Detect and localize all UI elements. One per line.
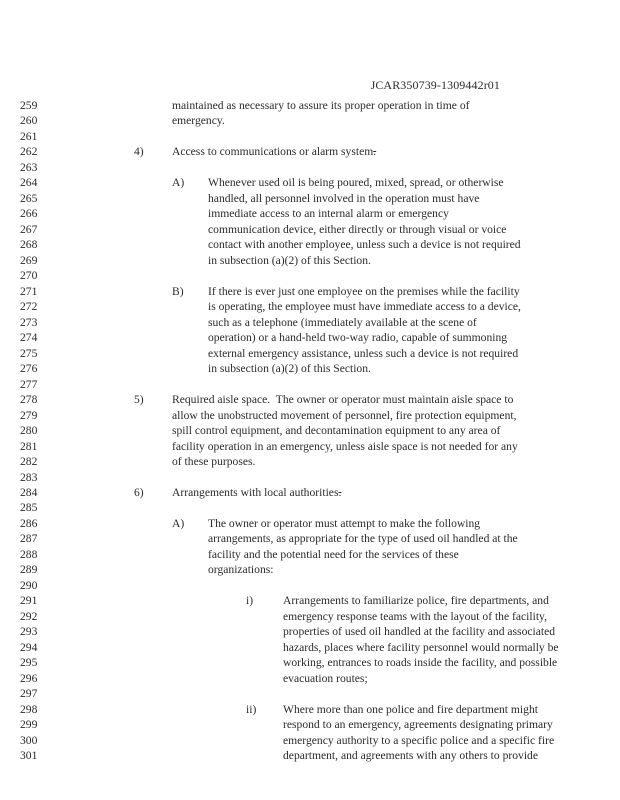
list-label: 4) <box>134 145 144 159</box>
line-text-container <box>172 113 225 129</box>
line-text: facility and the potential need for the services of these <box>208 547 459 561</box>
document-line <box>0 593 620 609</box>
document-line <box>0 717 620 733</box>
line-number: 270 <box>20 269 38 283</box>
line-number: 274 <box>20 331 38 345</box>
line-text-container <box>208 222 506 238</box>
document-line <box>0 346 620 362</box>
document-line <box>0 531 620 547</box>
document-line <box>0 315 620 331</box>
line-text-container <box>208 531 518 547</box>
line-text-container <box>172 408 517 424</box>
line-number: 279 <box>20 408 38 422</box>
document-line <box>0 609 620 625</box>
document-line <box>0 253 620 269</box>
line-number: 301 <box>20 749 38 763</box>
line-number: 278 <box>20 393 38 407</box>
line-text-container <box>283 593 549 609</box>
line-number: 273 <box>20 315 38 329</box>
line-text: immediate access to an internal alarm or emergency <box>208 207 449 221</box>
line-text: maintained as necessary to assure its proper operation in time of <box>172 99 470 112</box>
line-text: facility operation in an emergency, unless aisle space is not needed for any <box>172 439 518 453</box>
line-number: 269 <box>20 253 38 267</box>
document-line <box>0 733 620 749</box>
line-text: is operating, the employee must have immediate access to a device, <box>208 300 521 314</box>
line-text-container <box>172 423 500 439</box>
line-text: The owner or operator must attempt to make the following <box>208 516 481 530</box>
document-line <box>0 485 620 501</box>
document-line <box>0 439 620 455</box>
line-number: 297 <box>20 687 38 701</box>
line-number: 264 <box>20 176 38 190</box>
line-number: 294 <box>20 640 38 654</box>
line-text: If there is ever just one employee on the premises while the facility <box>208 284 520 298</box>
line-text-container <box>283 609 547 625</box>
line-text: evacuation routes; <box>283 671 368 685</box>
line-text-container <box>208 547 459 563</box>
line-text: working, entrances to roads inside the facility, and possible <box>283 656 558 670</box>
line-number: 295 <box>20 656 38 670</box>
document-line <box>0 377 620 393</box>
list-label: A) <box>172 516 185 530</box>
line-number: 275 <box>20 346 38 360</box>
line-text-container <box>172 98 469 114</box>
document-line <box>0 129 620 145</box>
document-line <box>0 361 620 377</box>
document-line <box>0 160 620 176</box>
document-line <box>0 578 620 594</box>
line-text: arrangements, as appropriate for the type of used oil handled at the <box>208 532 518 546</box>
line-number: 296 <box>20 671 38 685</box>
line-text-container <box>208 315 477 331</box>
line-number: 276 <box>20 362 38 376</box>
document-line <box>0 237 620 253</box>
line-text-container <box>208 253 371 269</box>
line-text: hazards, places where facility personnel would normally be <box>283 640 559 654</box>
document-line <box>0 98 620 114</box>
document-line <box>0 500 620 516</box>
struck-text: . <box>373 145 377 159</box>
list-label: 6) <box>134 486 144 499</box>
line-text: Access to communications or alarm system <box>172 145 374 159</box>
line-number: 286 <box>20 516 38 530</box>
line-text: spill control equipment, and decontamination equipment to any area of <box>172 424 501 438</box>
document-line <box>0 392 620 408</box>
line-text: emergency response teams with the layout of the facility, <box>283 609 547 623</box>
document-line <box>0 547 620 563</box>
line-text: department, and agreements with any others to provide <box>283 749 538 763</box>
line-text-container <box>208 237 521 253</box>
list-label: B) <box>172 284 184 298</box>
line-text-container <box>208 346 518 362</box>
line-text: Required aisle space. The owner or operator must maintain aisle space to <box>172 393 514 407</box>
document-line <box>0 748 620 764</box>
line-number: 283 <box>20 470 38 484</box>
line-text-container <box>283 624 555 640</box>
line-text-container <box>208 361 371 377</box>
line-number: 282 <box>20 455 38 469</box>
document-line <box>0 454 620 470</box>
line-number: 266 <box>20 207 38 221</box>
line-number: 267 <box>20 222 38 236</box>
line-text: communication device, either directly or through visual or voice <box>208 222 507 236</box>
document-line <box>0 284 620 300</box>
line-text: in subsection (a)(2) of this Section. <box>208 253 371 267</box>
document-line <box>0 686 620 702</box>
line-number: 268 <box>20 238 38 252</box>
document-line <box>0 671 620 687</box>
document-line <box>0 516 620 532</box>
line-number: 288 <box>20 547 38 561</box>
document-line <box>0 408 620 424</box>
line-text-container <box>208 175 504 191</box>
line-text: Whenever used oil is being poured, mixed, spread, or otherwise <box>208 176 504 190</box>
line-number: 272 <box>20 300 38 314</box>
document-line <box>0 562 620 578</box>
line-number: 259 <box>20 99 38 112</box>
line-text: properties of used oil handled at the facility and associated <box>283 625 556 639</box>
line-text-container <box>283 702 538 718</box>
line-text-container <box>208 191 479 207</box>
line-text: such as a telephone (immediately available at the scene of <box>208 315 477 329</box>
line-text-container <box>283 671 368 687</box>
line-text-container <box>172 439 518 455</box>
document-line <box>0 175 620 191</box>
document-line <box>0 299 620 315</box>
line-number: 298 <box>20 702 38 716</box>
list-label: 5) <box>134 393 144 407</box>
line-text: Where more than one police and fire department might <box>283 702 538 716</box>
document-line <box>0 268 620 284</box>
line-text: external emergency assistance, unless such a device is not required <box>208 346 519 360</box>
line-text-container <box>208 299 521 315</box>
line-number: 290 <box>20 578 38 592</box>
line-text: emergency. <box>172 114 225 128</box>
line-number: 265 <box>20 191 38 205</box>
line-number: 291 <box>20 594 38 608</box>
list-label: i) <box>246 594 254 608</box>
line-text-container <box>283 717 553 733</box>
line-number: 277 <box>20 377 38 391</box>
line-number: 300 <box>20 733 38 747</box>
line-number: 285 <box>20 501 38 515</box>
document-line <box>0 206 620 222</box>
line-text: respond to an emergency, agreements designating primary <box>283 718 553 732</box>
struck-text: . <box>338 486 342 499</box>
line-text-container <box>208 516 480 532</box>
line-text: of these purposes. <box>172 455 256 469</box>
list-label: A) <box>172 176 185 190</box>
line-number: 260 <box>20 114 38 128</box>
document-id-header: JCAR350739-1309442r01 <box>370 78 500 92</box>
document-line <box>0 113 620 129</box>
line-text: Arrangements with local authorities <box>172 486 339 499</box>
line-number: 299 <box>20 718 38 732</box>
line-text: Arrangements to familiarize police, fire departments, and <box>283 594 549 608</box>
line-text: emergency authority to a specific police and a specific fire <box>283 733 555 747</box>
line-number: 281 <box>20 439 38 453</box>
line-text: allow the unobstructed movement of personnel, fire protection equipment, <box>172 408 517 422</box>
line-text-container <box>172 485 341 501</box>
line-text: operation) or a hand-held two-way radio, capable of summoning <box>208 331 508 345</box>
line-text-container <box>172 144 376 160</box>
line-text-container <box>172 392 513 408</box>
line-text-container <box>283 748 538 764</box>
document-line <box>0 222 620 238</box>
line-text: handled, all personnel involved in the operation must have <box>208 191 480 205</box>
line-text: in subsection (a)(2) of this Section. <box>208 362 371 376</box>
document-line <box>0 330 620 346</box>
document-line <box>0 144 620 160</box>
line-text: contact with another employee, unless such a device is not required <box>208 238 521 252</box>
line-text-container <box>208 330 507 346</box>
document-line <box>0 640 620 656</box>
list-label: ii) <box>246 702 257 716</box>
line-number: 292 <box>20 609 38 623</box>
document-line <box>0 624 620 640</box>
line-text-container <box>172 454 255 470</box>
document-line <box>0 655 620 671</box>
line-number: 284 <box>20 486 38 499</box>
line-number: 293 <box>20 625 38 639</box>
line-text-container <box>283 655 557 671</box>
line-text-container <box>283 733 554 749</box>
document-line <box>0 702 620 718</box>
line-number: 287 <box>20 532 38 546</box>
line-number: 271 <box>20 284 38 298</box>
line-text-container <box>208 206 449 222</box>
line-text-container <box>208 284 520 300</box>
line-text-container <box>283 640 559 656</box>
line-number: 261 <box>20 129 38 143</box>
line-text-container <box>208 562 273 578</box>
line-number: 263 <box>20 160 38 174</box>
line-number: 262 <box>20 145 38 159</box>
line-number: 289 <box>20 563 38 577</box>
line-text: organizations: <box>208 563 274 577</box>
document-line <box>0 423 620 439</box>
document-line <box>0 191 620 207</box>
line-number: 280 <box>20 424 38 438</box>
document-line <box>0 470 620 486</box>
